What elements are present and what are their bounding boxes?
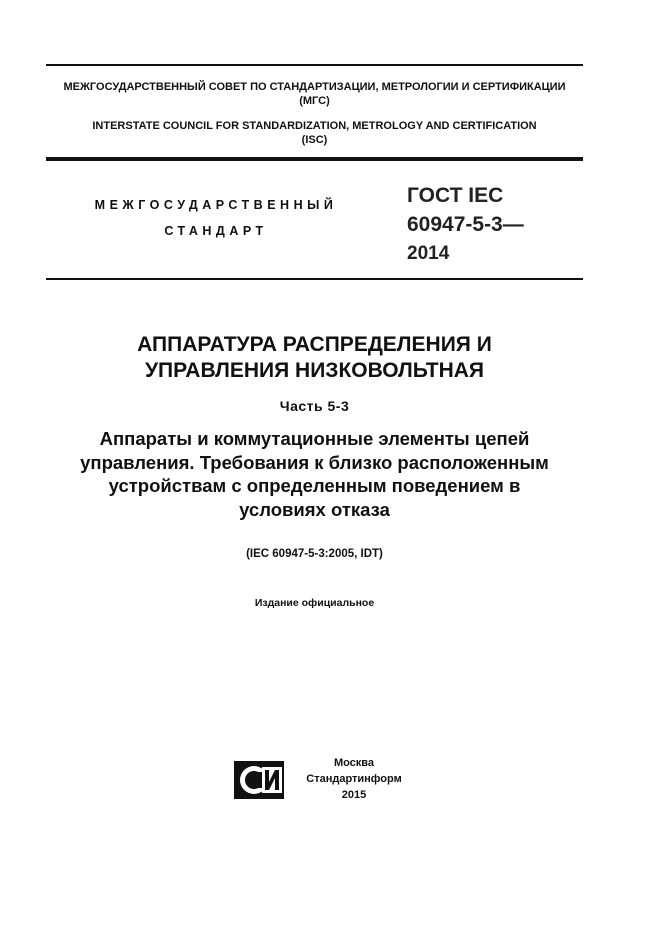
standard-label-line2: СТАНДАРТ [164,224,268,238]
top-rule [46,64,583,66]
council-en-line1: INTERSTATE COUNCIL FOR STANDARDIZATION, METROLOGY AND CERTIFICATION [92,120,537,132]
imprint-publisher: Стандартинформ [306,773,402,785]
main-title-line1: АППАРАТУРА РАСПРЕДЕЛЕНИЯ И [137,333,492,356]
council-en-line2: (ISC) [301,134,328,146]
iec-reference: (IEC 60947-5-3:2005, IDT) [246,548,383,560]
designation-line1: ГОСТ IEC [407,184,504,207]
imprint-year: 2015 [341,789,367,801]
imprint-city: Москва [333,757,375,769]
subtitle-line1: Аппараты и коммутационные элементы цепей [99,428,530,449]
subtitle-line3: устройствам с определенным поведением в [108,475,521,496]
standard-label [46,192,386,244]
standartinform-logo-icon [232,759,286,801]
designation-line2: 60947-5-3— [407,213,524,236]
main-title [60,332,569,384]
header-rule [46,157,583,161]
part-label: Часть 5-3 [279,398,350,414]
designation-rule [46,278,583,280]
council-ru [46,80,583,108]
standard-designation [407,181,597,268]
designation-line3: 2014 [407,243,450,264]
council-ru-line1: МЕЖГОСУДАРСТВЕННЫЙ СОВЕТ ПО СТАНДАРТИЗАЦИИ, МЕТРОЛОГИИ И СЕРТИФИКАЦИИ [63,81,566,93]
council-ru-line2: (МГС) [299,95,330,107]
main-title-line2: УПРАВЛЕНИЯ НИЗКОВОЛЬТНАЯ [144,359,485,382]
subtitle [60,427,569,521]
imprint [300,755,408,803]
edition-note: Издание официальное [254,597,375,609]
subtitle-line2: управления. Требования к близко расположенным [80,451,549,473]
subtitle-line4: условиях отказа [239,498,390,520]
council-en [46,119,583,147]
standard-label-line1: МЕЖГОСУДАРСТВЕННЫЙ [94,198,338,212]
